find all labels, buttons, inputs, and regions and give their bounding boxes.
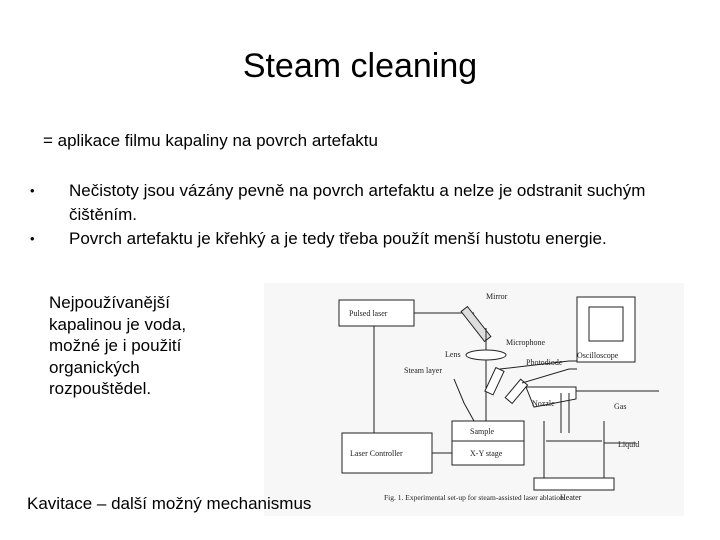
slide-title: Steam cleaning: [242, 47, 478, 85]
label-gas: Gas: [614, 402, 627, 411]
heater-box: [534, 478, 614, 490]
label-oscilloscope: Oscilloscope: [577, 351, 619, 360]
bullet-item: [30, 227, 690, 251]
label-liquid: Liquid: [618, 440, 640, 449]
lens-shape: [466, 350, 506, 360]
label-steam-layer: Steam layer: [404, 366, 442, 375]
label-photodiode: Photodiode: [526, 358, 563, 367]
bullet-marker: •: [30, 231, 35, 246]
label-heater: Heater: [560, 493, 582, 502]
bullet-list: [30, 179, 690, 251]
setup-diagram: [264, 283, 684, 516]
bullet-text: Nečistoty jsou vázány pevně na povrch artefaktu a nelze je odstranit suchým čištěním.: [69, 181, 646, 224]
label-mirror: Mirror: [486, 292, 508, 301]
label-sample: Sample: [470, 427, 494, 436]
liquid-note: Nejpoužívanější kapalinou je voda, možné je i použití organických rozpouštědel.: [49, 293, 187, 398]
label-pulsed-laser: Pulsed laser: [349, 309, 388, 318]
intro-text: = aplikace filmu kapaliny na povrch artefaktu: [43, 131, 378, 150]
label-xy-stage: X-Y stage: [470, 449, 503, 458]
label-laser-controller: Laser Controller: [350, 449, 403, 458]
label-lens: Lens: [445, 350, 461, 359]
bullet-item: [30, 179, 690, 227]
label-nozzle: Nozzle: [532, 399, 555, 408]
bullet-text: Povrch artefaktu je křehký a je tedy třeba použít menší hustotu energie.: [69, 229, 607, 248]
figure-caption: Fig. 1. Experimental set-up for steam-assisted laser ablation.: [384, 493, 566, 502]
bullet-marker: •: [30, 183, 35, 198]
footer-text: Kavitace – další možný mechanismus: [27, 494, 312, 513]
label-microphone: Microphone: [506, 338, 546, 347]
